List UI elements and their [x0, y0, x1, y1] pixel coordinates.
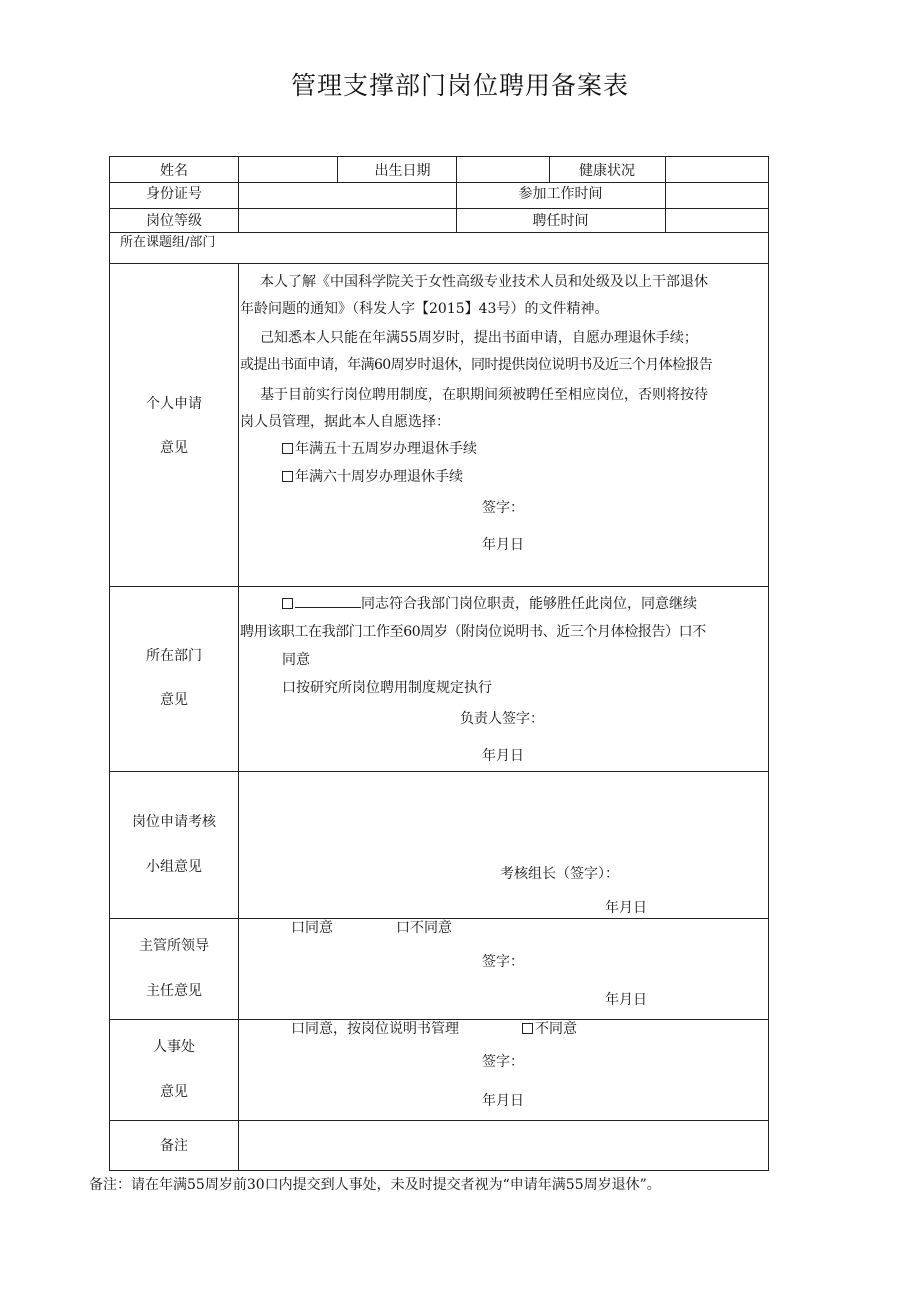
hr-disagree-label: 不同意 [535, 1021, 577, 1037]
colleague-name-blank[interactable] [295, 595, 361, 608]
birth-date-label: 出生日期 [374, 163, 431, 179]
dept-opinion-label-2: 意见 [160, 692, 188, 708]
option-retire-60-label: 年满六十周岁办理退休手续 [295, 469, 463, 485]
health-label: 健康状况 [579, 163, 635, 179]
hr-opinion-label-2: 意见 [160, 1084, 188, 1100]
work-start-field[interactable] [666, 186, 766, 204]
dept-line-1 [282, 595, 697, 613]
checkbox-icon[interactable] [282, 598, 293, 609]
health-field[interactable] [666, 162, 766, 180]
department-field[interactable] [239, 237, 767, 255]
dept-line-4: 口按研究所岗位聘用制度规定执行 [282, 680, 492, 696]
leader-disagree-option[interactable]: 口不同意 [396, 920, 452, 936]
personal-para-1b: 年龄问题的通知》（科发人字【2015】43号）的文件精神。 [240, 301, 609, 317]
leader-opinion-label-2: 主任意见 [146, 983, 202, 999]
option-retire-55[interactable] [282, 440, 477, 458]
dept-date-label: 年月日 [482, 748, 524, 764]
review-opinion-label: 岗位申请考核 [132, 814, 216, 830]
footnote: 备注：请在年满55周岁前30口内提交到人事处，未及时提交者视为“申请年满55周岁退休”。 [89, 1177, 661, 1193]
personal-date-label: 年月日 [482, 537, 524, 553]
name-label: 姓名 [160, 163, 188, 179]
remark-field[interactable] [239, 1125, 767, 1169]
work-start-label: 参加工作时间 [518, 186, 603, 202]
personal-opinion-label-2: 意见 [160, 440, 188, 456]
filing-form-table [109, 156, 769, 1171]
grade-field[interactable] [239, 212, 455, 230]
leader-agree-option[interactable]: 口同意 [291, 920, 333, 936]
grade-label: 岗位等级 [146, 213, 202, 229]
remark-label: 备注 [160, 1138, 188, 1154]
hire-time-field[interactable] [666, 212, 766, 230]
birth-date-field[interactable] [457, 162, 549, 180]
dept-sign-label: 负责人签字： [460, 711, 544, 727]
hr-disagree-option[interactable] [522, 1020, 577, 1038]
review-sign-label: 考核组长（签字）： [500, 866, 619, 882]
personal-para-3b: 岗人员管理，据此本人自愿选择： [240, 414, 450, 430]
checkbox-icon[interactable] [522, 1023, 533, 1034]
review-date-label: 年月日 [605, 900, 647, 916]
leader-sign-label: 签字： [482, 954, 524, 970]
id-number-field[interactable] [239, 186, 455, 204]
form-title: 管理支撑部门岗位聘用备案表 [290, 71, 629, 100]
personal-para-2b: 或提出书面申请，年满60周岁时退休，同时提供岗位说明书及近三个月体检报告 [240, 357, 713, 373]
dept-line-1-text: 同志符合我部门岗位职责，能够胜任此岗位，同意继续 [361, 596, 697, 612]
leader-date-label: 年月日 [605, 992, 647, 1008]
personal-para-1: 本人了解《中国科学院关于女性高级专业技术人员和处级及以上干部退休 [260, 274, 708, 290]
hr-opinion-label: 人事处 [153, 1039, 195, 1055]
department-label: 所在课题组/部门 [120, 235, 216, 250]
hr-date-label: 年月日 [482, 1093, 524, 1109]
personal-para-2: 己知悉本人只能在年满55周岁时，提出书面申请，自愿办理退休手续； [260, 330, 698, 346]
hr-sign-label: 签字： [482, 1054, 524, 1070]
checkbox-icon[interactable] [282, 443, 293, 454]
review-opinion-label-2: 小组意见 [146, 859, 202, 875]
dept-opinion-label: 所在部门 [146, 648, 202, 664]
option-retire-60[interactable] [282, 468, 463, 486]
id-number-label: 身份证号 [146, 186, 202, 202]
leader-opinion-label: 主管所领导 [139, 938, 209, 954]
personal-para-3: 基于目前实行岗位聘用制度，在职期间须被聘任至相应岗位，否则将按待 [260, 387, 708, 403]
dept-line-2: 聘用该职工在我部门工作至60周岁（附岗位说明书、近三个月体检报告）口不 [240, 624, 706, 640]
dept-line-3: 同意 [282, 652, 310, 668]
personal-sign-label: 签字： [482, 500, 524, 516]
option-retire-55-label: 年满五十五周岁办理退休手续 [295, 441, 477, 457]
hire-time-label: 聘任时间 [532, 213, 589, 229]
hr-agree-option[interactable]: 口同意，按岗位说明书管理 [291, 1021, 459, 1037]
personal-opinion-label: 个人申请 [146, 396, 202, 412]
checkbox-icon[interactable] [282, 471, 293, 482]
